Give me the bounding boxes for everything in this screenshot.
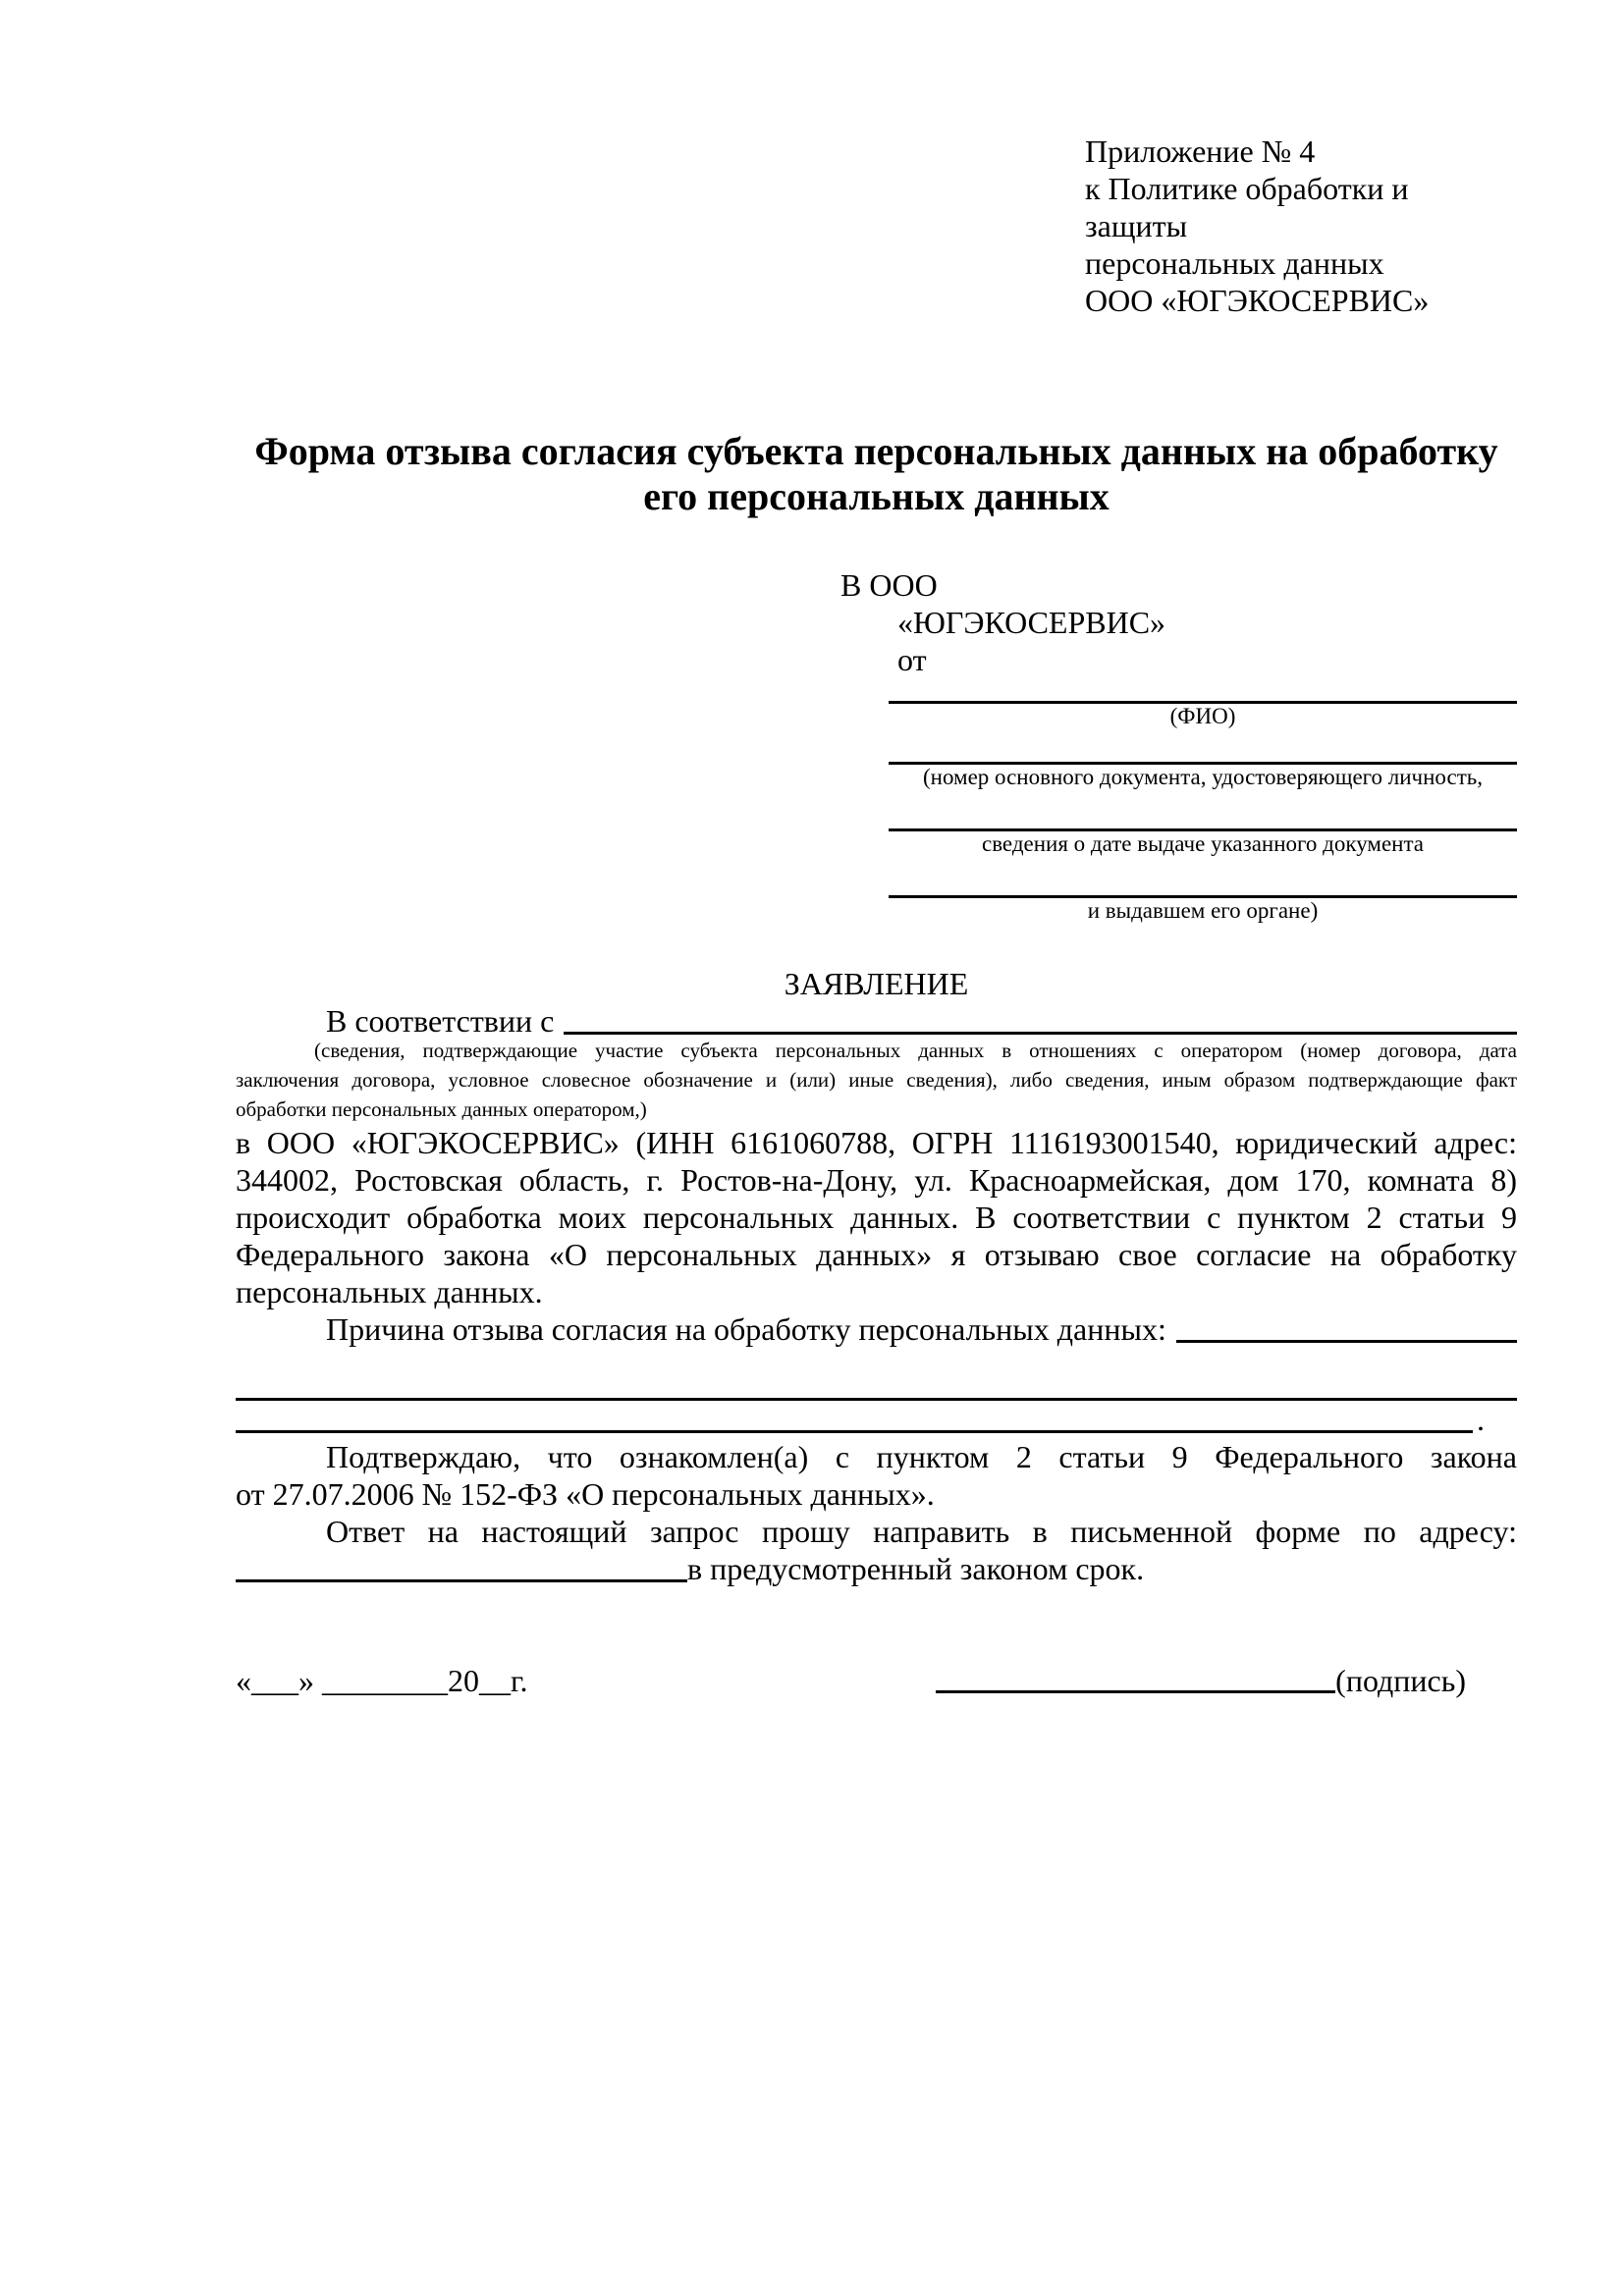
footnote-line: заключения договора, условное словесное обозначение и (или) иные сведения), либо сведения, иным образом подтверждающие факт bbox=[236, 1068, 1517, 1092]
addressee-org-name: «ЮГЭКОСЕРВИС» bbox=[897, 605, 1166, 640]
issuing-authority-field bbox=[889, 873, 1517, 924]
appendix-note-line: ООО «ЮГЭКОСЕРВИС» bbox=[1085, 283, 1430, 318]
addressee-to-prefix: В ООО bbox=[840, 567, 938, 603]
fio-blank-line bbox=[889, 678, 1517, 704]
signature-blank-line bbox=[936, 1662, 1335, 1693]
document-number-blank-line bbox=[889, 739, 1517, 765]
date-signature-row bbox=[236, 1662, 1517, 1699]
body-line: в ООО «ЮГЭКОСЕРВИС» (ИНН 6161060788, ОГРН 1116193001540, юридический адрес: bbox=[236, 1125, 1517, 1160]
accordance-line bbox=[236, 1002, 1517, 1040]
reason-continuation-blank-line bbox=[236, 1385, 1517, 1401]
accordance-footnote bbox=[236, 1036, 1517, 1124]
addressee-from-label: от bbox=[897, 642, 927, 677]
body-line: происходит обработка моих персональных данных. В соответствии с пунктом 2 статьи 9 bbox=[236, 1200, 1517, 1235]
accordance-blank-line bbox=[564, 1002, 1517, 1035]
appendix-note-line: персональных данных bbox=[1085, 245, 1384, 281]
reply-address-row bbox=[236, 1550, 1517, 1587]
document-title: Форма отзыва согласия субъекта персональных данных на обработку его персональных данных bbox=[254, 429, 1498, 518]
date-blank: «___» ________20__г. bbox=[236, 1663, 528, 1698]
issue-date-blank-line bbox=[889, 806, 1517, 831]
spacer bbox=[236, 1348, 1517, 1385]
footnote-line: обработки персональных данных оператором,) bbox=[236, 1097, 647, 1121]
signature-group bbox=[936, 1662, 1466, 1699]
reply-request-line: Ответ на настоящий запрос прошу направить в письменной форме по адресу: bbox=[326, 1514, 1517, 1549]
statement-body-paragraph bbox=[236, 1124, 1517, 1310]
addressee-block bbox=[840, 566, 1517, 924]
reply-tail-text: в предусмотренный законом срок. bbox=[687, 1551, 1145, 1586]
confirmation-line: от 27.07.2006 № 152-ФЗ «О персональных данных». bbox=[236, 1476, 935, 1512]
accordance-prefix: В соответствии с bbox=[326, 1003, 555, 1039]
reason-continuation-blank-line bbox=[236, 1401, 1517, 1438]
appendix-note-line: Приложение № 4 bbox=[1085, 133, 1316, 169]
withdrawal-reason-blank-line bbox=[1176, 1310, 1517, 1343]
document-number-caption: (номер основного документа, удостоверяющего личность, bbox=[922, 765, 1483, 789]
sentence-period: . bbox=[1477, 1402, 1485, 1437]
appendix-note-line: к Политике обработки и защиты bbox=[1085, 171, 1409, 243]
statement-heading: ЗАЯВЛЕНИЕ bbox=[784, 966, 969, 1001]
fio-caption: (ФИО) bbox=[1169, 704, 1236, 728]
confirmation-paragraph bbox=[236, 1438, 1517, 1513]
footnote-line: (сведения, подтверждающие участие субъекта персональных данных в отношениях с оператором (номер договора, дата bbox=[314, 1039, 1517, 1062]
signature-caption: (подпись) bbox=[1335, 1663, 1466, 1698]
issue-date-caption: сведения о дате выдаче указанного документа bbox=[981, 831, 1425, 856]
withdrawal-reason-label: Причина отзыва согласия на обработку персональных данных: bbox=[326, 1311, 1166, 1347]
appendix-note bbox=[1085, 133, 1517, 319]
fio-field bbox=[889, 678, 1517, 729]
body-line: 344002, Ростовская область, г. Ростов-на-Дону, ул. Красноармейская, дом 170, комната 8) bbox=[236, 1162, 1517, 1198]
issuing-authority-caption: и выдавшем его органе) bbox=[1087, 898, 1319, 923]
reply-address-blank-line bbox=[236, 1550, 687, 1582]
issuing-authority-blank-line bbox=[889, 873, 1517, 898]
reason-continuation-blank-line-rule bbox=[236, 1401, 1473, 1433]
body-line: Федерального закона «О персональных данных» я отзываю свое согласие на обработку bbox=[236, 1237, 1517, 1272]
body-line: персональных данных. bbox=[236, 1274, 543, 1309]
confirmation-line: Подтверждаю, что ознакомлен(а) с пунктом 2 статьи 9 Федерального закона bbox=[326, 1439, 1517, 1474]
withdrawal-reason-row bbox=[236, 1310, 1517, 1348]
issue-date-field bbox=[889, 806, 1517, 857]
document-number-field bbox=[889, 739, 1517, 790]
